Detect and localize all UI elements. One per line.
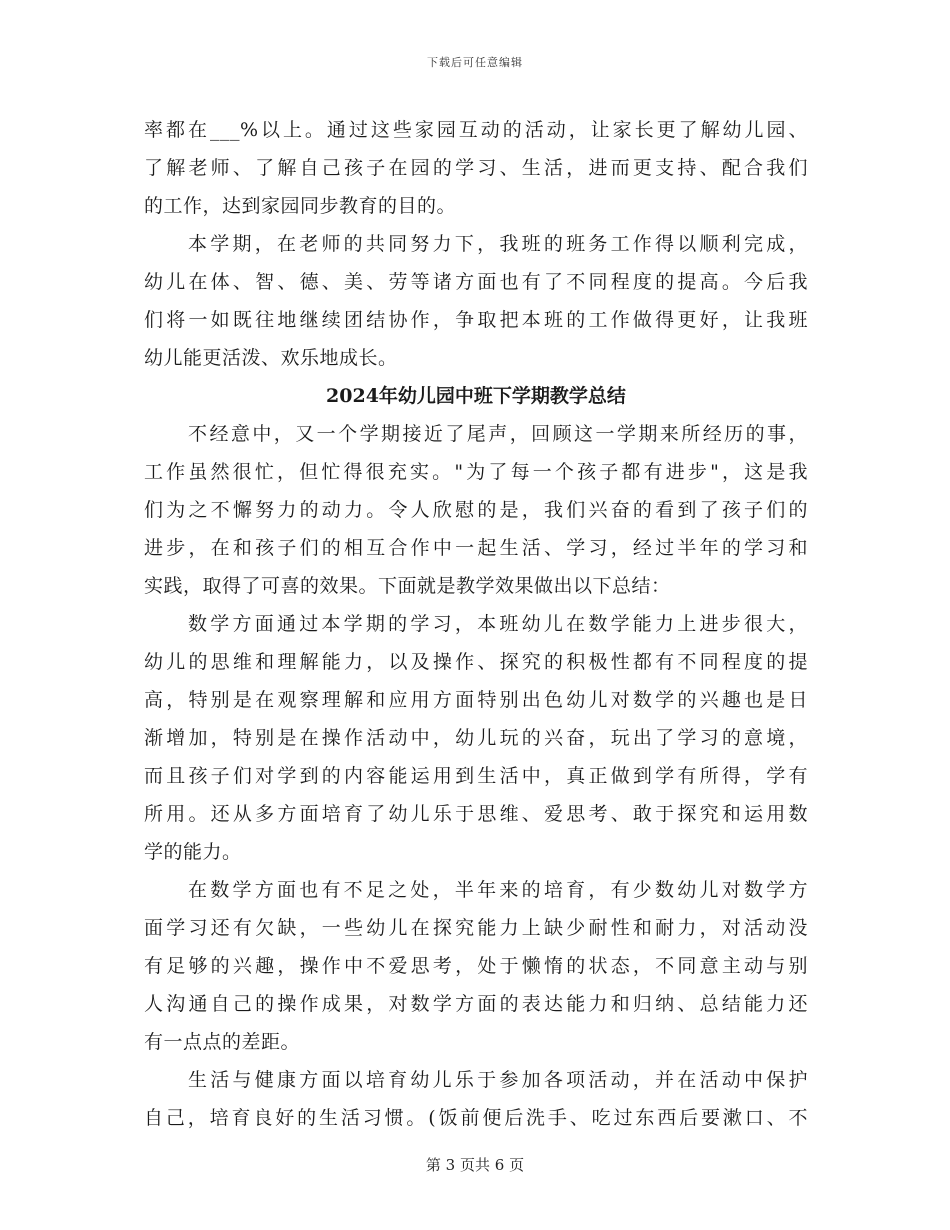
text-line: 在数学方面也有不足之处，半年来的培育，有少数幼儿对数学方: [188, 879, 808, 901]
text-line: 工作虽然很忙，但忙得很充实。"为了每一个孩子都有进步"，这是我: [144, 461, 808, 483]
paragraph-4: [144, 605, 808, 871]
text-line: 而且孩子们对学到的内容能运用到生活中，真正做到学有所得，学有: [144, 765, 808, 787]
text-line: 所用。还从多方面培育了幼儿乐于思维、爱思考、敢于探究和运用数: [144, 803, 808, 825]
page-header-note: 下载后可任意编辑: [427, 56, 523, 69]
text-line: 实践，取得了可喜的效果。下面就是教学效果做出以下总结：: [144, 575, 671, 597]
page-number: 第 3 页共 6 页: [425, 1156, 525, 1174]
text-line: 们为之不懈努力的动力。令人欣慰的是，我们兴奋的看到了孩子们的: [144, 499, 808, 521]
paragraph-1: [144, 111, 808, 225]
text-line: 们将一如既往地继续团结协作，争取把本班的工作做得更好，让我班: [144, 309, 808, 331]
paragraph-3: [144, 415, 808, 605]
text-line: 幼儿的思维和理解能力，以及操作、探究的积极性都有不同程度的提: [144, 651, 808, 673]
section-title: 2024年幼儿园中班下学期教学总结: [326, 385, 626, 407]
text-line: 渐增加，特别是在操作活动中，幼儿玩的兴奋，玩出了学习的意境，: [144, 727, 808, 749]
text-line: 自己，培育良好的生活习惯。(饭前便后洗手、吃过东西后要漱口、不: [144, 1107, 808, 1129]
text-line: 的工作，达到家园同步教育的目的。: [144, 195, 457, 217]
text-line: 有足够的兴趣，操作中不爱思考，处于懒惰的状态，不同意主动与别: [144, 955, 808, 977]
paragraph-5: [144, 871, 808, 1061]
paragraph-2: [144, 225, 808, 377]
text-line: 有一点点的差距。: [144, 1031, 301, 1053]
text-line: 数学方面通过本学期的学习，本班幼儿在数学能力上进步很大，: [188, 613, 808, 635]
text-line: 幼儿能更活泼、欢乐地成长。: [144, 347, 398, 369]
text-line: 本学期，在老师的共同努力下，我班的班务工作得以顺利完成，: [188, 233, 808, 255]
text-line: 幼儿在体、智、德、美、劳等诸方面也有了不同程度的提高。今后我: [144, 271, 808, 293]
text-line: 人沟通自己的操作成果，对数学方面的表达能力和归纳、总结能力还: [144, 993, 808, 1015]
text-line: 面学习还有欠缺，一些幼儿在探究能力上缺少耐性和耐力，对活动没: [144, 917, 808, 939]
text-line: 进步，在和孩子们的相互合作中一起生活、学习，经过半年的学习和: [144, 537, 808, 559]
document-body: [144, 111, 808, 1137]
text-line: 了解老师、了解自己孩子在园的学习、生活，进而更支持、配合我们: [144, 157, 808, 179]
paragraph-6: [144, 1061, 808, 1137]
text-line: 不经意中，又一个学期接近了尾声，回顾这一学期来所经历的事，: [188, 423, 808, 445]
text-line: 生活与健康方面以培育幼儿乐于参加各项活动，并在活动中保护: [188, 1069, 808, 1091]
text-line: 高，特别是在观察理解和应用方面特别出色幼儿对数学的兴趣也是日: [144, 689, 808, 711]
text-line: 学的能力。: [144, 841, 242, 863]
text-line: 率都在___%以上。通过这些家园互动的活动，让家长更了解幼儿园、: [144, 119, 808, 141]
